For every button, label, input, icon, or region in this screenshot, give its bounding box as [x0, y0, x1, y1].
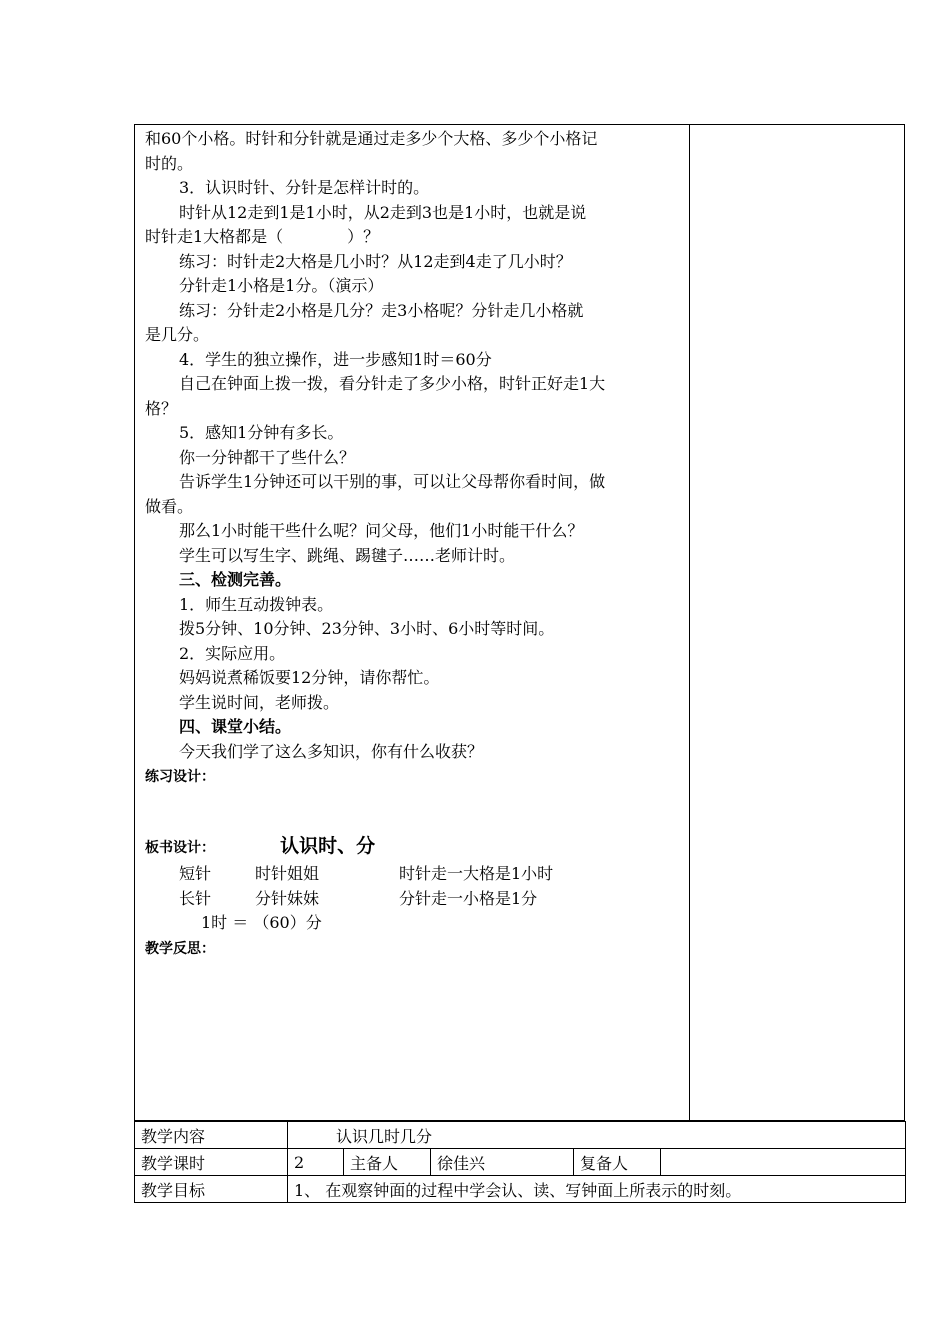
goal-value: 1、 在观察钟面的过程中学会认、读、写钟面上所表示的时刻。	[288, 1176, 906, 1203]
practice-label: 练习设计：	[145, 769, 215, 785]
lesson-line: 1．师生互动拨钟表。	[179, 594, 334, 614]
hours-label: 教学课时	[135, 1149, 288, 1176]
lesson-line: 自己在钟面上拨一拨，看分针走了多少小格，时针正好走1大	[179, 374, 606, 393]
lesson-line: 是几分。	[145, 325, 210, 344]
lesson-line: 5．感知1分钟有多长。	[179, 423, 344, 442]
backup-value	[661, 1149, 906, 1176]
lesson-line: 学生可以写生字、跳绳、踢毽子……老师计时。	[179, 545, 516, 565]
lesson-line: 时的。	[145, 153, 194, 173]
lesson-line: 2．实际应用。	[179, 643, 286, 663]
lead-value: 徐佳兴	[431, 1149, 574, 1176]
board-row	[145, 887, 681, 912]
lesson-line: 你一分钟都干了些什么？	[179, 447, 356, 467]
board-design-row	[145, 832, 681, 862]
lead-label: 主备人	[344, 1149, 431, 1176]
notes-cell	[690, 125, 904, 1120]
content-label: 教学内容	[135, 1122, 288, 1149]
lesson-content-cell	[135, 125, 690, 1120]
board-equation: 1时 ＝ （60）分	[201, 913, 322, 932]
lesson-line: 格？	[145, 398, 178, 418]
board-cell: 分针走一小格是1分	[399, 888, 538, 908]
lesson-line: 3．认识时针、分针是怎样计时的。	[179, 178, 430, 197]
goal-label: 教学目标	[135, 1176, 288, 1203]
lesson-line: 和60个小格。时针和分针就是通过走多少个大格、多少个小格记	[145, 129, 598, 148]
lesson-line: 时针走1大格都是（ ）？	[145, 227, 380, 246]
lesson-line: 练习：时针走2大格是几小时？从12走到4走了几小时？	[179, 251, 572, 271]
reflection-label: 教学反思：	[145, 940, 215, 957]
board-cell: 时针走一大格是1小时	[399, 864, 554, 883]
hours-row	[135, 1149, 906, 1176]
board-cell: 长针	[179, 888, 212, 908]
lesson-info-table	[134, 1121, 906, 1203]
board-row	[145, 862, 681, 887]
lesson-line: 4．学生的独立操作，进一步感知1时＝60分	[179, 349, 492, 369]
lesson-line: 那么1小时能干些什么呢？问父母，他们1小时能干什么？	[179, 521, 584, 540]
content-value: 认识几时几分	[288, 1122, 906, 1149]
backup-label: 复备人	[574, 1149, 661, 1176]
lesson-line: 今天我们学了这么多知识，你有什么收获？	[179, 741, 484, 761]
board-cell: 短针	[179, 864, 212, 883]
practice-row	[145, 764, 681, 788]
lesson-line: 时针从12走到1是1小时，从2走到3也是1小时，也就是说	[179, 202, 587, 222]
board-cell: 时针姐姐	[255, 864, 320, 883]
content-row	[135, 1122, 906, 1149]
lesson-line: 练习：分针走2小格是几分？走3小格呢？分针走几小格就	[179, 300, 584, 320]
board-design-label: 板书设计：	[145, 840, 215, 856]
section-heading: 四、课堂小结。	[179, 717, 292, 736]
lesson-line: 学生说时间，老师拨。	[179, 692, 340, 712]
board-cell: 分针妹妹	[255, 888, 320, 908]
section-heading: 三、检测完善。	[179, 570, 292, 589]
reflection-row	[145, 936, 681, 962]
lesson-line: 拨5分钟、10分钟、23分钟、3小时、6小时等时间。	[179, 619, 555, 638]
hours-value: 2	[288, 1149, 344, 1176]
lesson-table	[134, 124, 905, 1121]
lesson-line: 妈妈说煮稀饭要12分钟，请你帮忙。	[179, 668, 440, 687]
board-title: 认识时、分	[280, 835, 376, 857]
spacer	[145, 788, 681, 832]
goal-row	[135, 1176, 906, 1203]
lesson-line: 分针走1小格是1分。（演示）	[179, 276, 384, 295]
lesson-line: 告诉学生1分钟还可以干别的事，可以让父母帮你看时间，做	[179, 472, 606, 491]
lesson-line: 做看。	[145, 496, 194, 516]
